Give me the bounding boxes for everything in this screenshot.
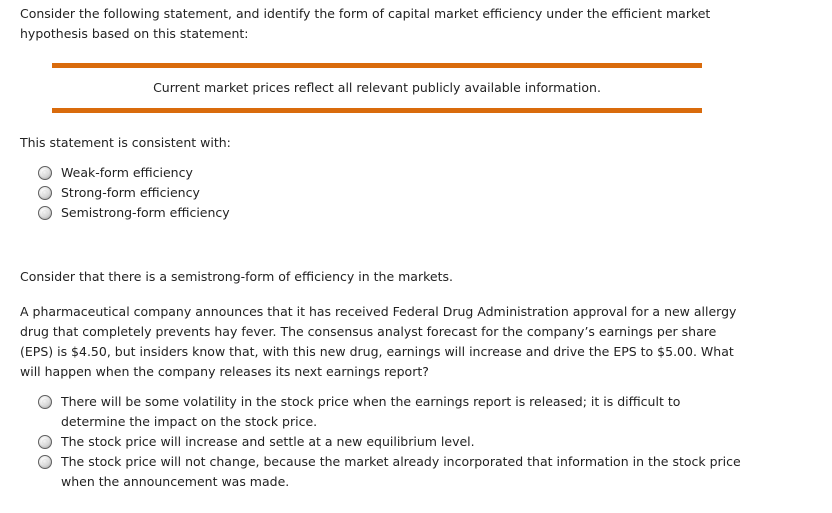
statement-text: Current market prices reflect all relevant publicly available information. xyxy=(153,80,601,95)
statement-box xyxy=(52,63,702,114)
option-label: Semistrong-form efficiency xyxy=(61,205,230,220)
question1-lead: This statement is consistent with: xyxy=(20,135,231,150)
radio-button-icon[interactable] xyxy=(38,206,52,220)
radio-button-icon[interactable] xyxy=(38,166,52,180)
radio-button-icon[interactable] xyxy=(38,455,52,469)
statement-bottom-rule xyxy=(52,108,702,113)
question1-options xyxy=(38,163,230,223)
question2-intro: Consider that there is a semistrong-form of efficiency in the markets. xyxy=(20,269,453,284)
option-no-change[interactable] xyxy=(38,452,741,492)
option-label: The stock price will increase and settle at a new equilibrium level. xyxy=(61,434,475,449)
option-semistrong-form[interactable] xyxy=(38,203,230,223)
radio-button-icon[interactable] xyxy=(38,186,52,200)
option-label: There will be some volatility in the stock price when the earnings report is released; it is difficult to determine the impact on the stock price. xyxy=(61,394,681,429)
radio-button-icon[interactable] xyxy=(38,435,52,449)
option-label: Strong-form efficiency xyxy=(61,185,200,200)
option-increase-new-equilibrium[interactable] xyxy=(38,432,741,452)
question2-options xyxy=(38,392,741,492)
radio-button-icon[interactable] xyxy=(38,395,52,409)
statement-top-rule xyxy=(52,63,702,68)
question1-prompt: Consider the following statement, and identify the form of capital market efficiency under the efficient market hypothesis based on this statement: xyxy=(20,6,711,41)
option-label: Weak-form efficiency xyxy=(61,165,193,180)
option-weak-form[interactable] xyxy=(38,163,230,183)
option-volatility[interactable] xyxy=(38,392,741,432)
option-strong-form[interactable] xyxy=(38,183,230,203)
option-label: The stock price will not change, because the market already incorporated that information in the stock price when the announcement was made. xyxy=(61,454,741,489)
question2-scenario: A pharmaceutical company announces that it has received Federal Drug Administration approval for a new allergy drug that completely prevents hay fever. The consensus analyst forecast for the company’s earnings per share (EPS) is $4.50, but insiders know that, with this new drug, earnings will increase and drive the EPS to $5.00. What will happen when the company releases its next earnings report? xyxy=(20,304,737,379)
